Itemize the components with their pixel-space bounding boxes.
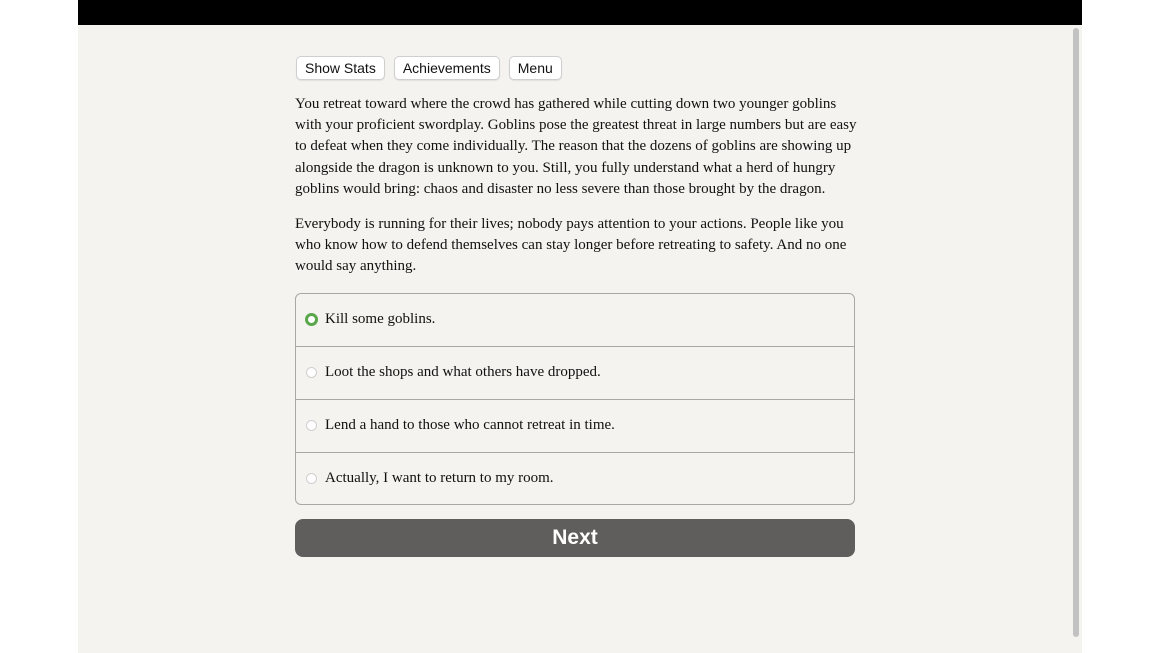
top-bar (78, 0, 1082, 25)
scrollbar[interactable] (1070, 25, 1082, 653)
choice-option-kill-goblins[interactable] (296, 294, 854, 347)
radio-icon[interactable] (306, 473, 317, 484)
story-paragraph: Everybody is running for their lives; nobody pays attention to your actions. People like you who know how to defend themselves can stay longer before retreating to safety. And no one would say anything. (295, 216, 847, 275)
next-button[interactable]: Next (295, 519, 855, 557)
choice-label: Lend a hand to those who cannot retreat in time. (325, 417, 615, 434)
show-stats-button[interactable]: Show Stats (296, 56, 385, 80)
radio-icon[interactable] (306, 367, 317, 378)
story-paragraph: You retreat toward where the crowd has gathered while cutting down two younger goblins with your proficient swordplay. Goblins pose the greatest threat in large numbers but are easy to defeat when they come individually. The reason that the dozens of goblins are showing up alongside the dragon is unknown to you. Still, you fully understand what a herd of hungry goblins would bring: chaos and disaster no less severe than those brought by the dragon. (295, 96, 857, 197)
menu-button[interactable]: Menu (509, 56, 562, 80)
radio-icon[interactable] (306, 420, 317, 431)
choice-option-return-room[interactable] (296, 453, 854, 504)
choice-label: Loot the shops and what others have dropped. (325, 364, 601, 381)
choice-option-loot-shops[interactable] (296, 347, 854, 400)
toolbar (296, 56, 855, 80)
choice-label: Kill some goblins. (325, 311, 436, 328)
radio-selected-icon[interactable] (305, 313, 318, 326)
game-window (78, 0, 1082, 653)
choice-option-lend-hand[interactable] (296, 400, 854, 453)
achievements-button[interactable]: Achievements (394, 56, 500, 80)
choice-list (295, 293, 855, 505)
choice-label: Actually, I want to return to my room. (325, 469, 554, 486)
game-content (295, 56, 855, 557)
scrollbar-thumb[interactable] (1073, 28, 1079, 637)
